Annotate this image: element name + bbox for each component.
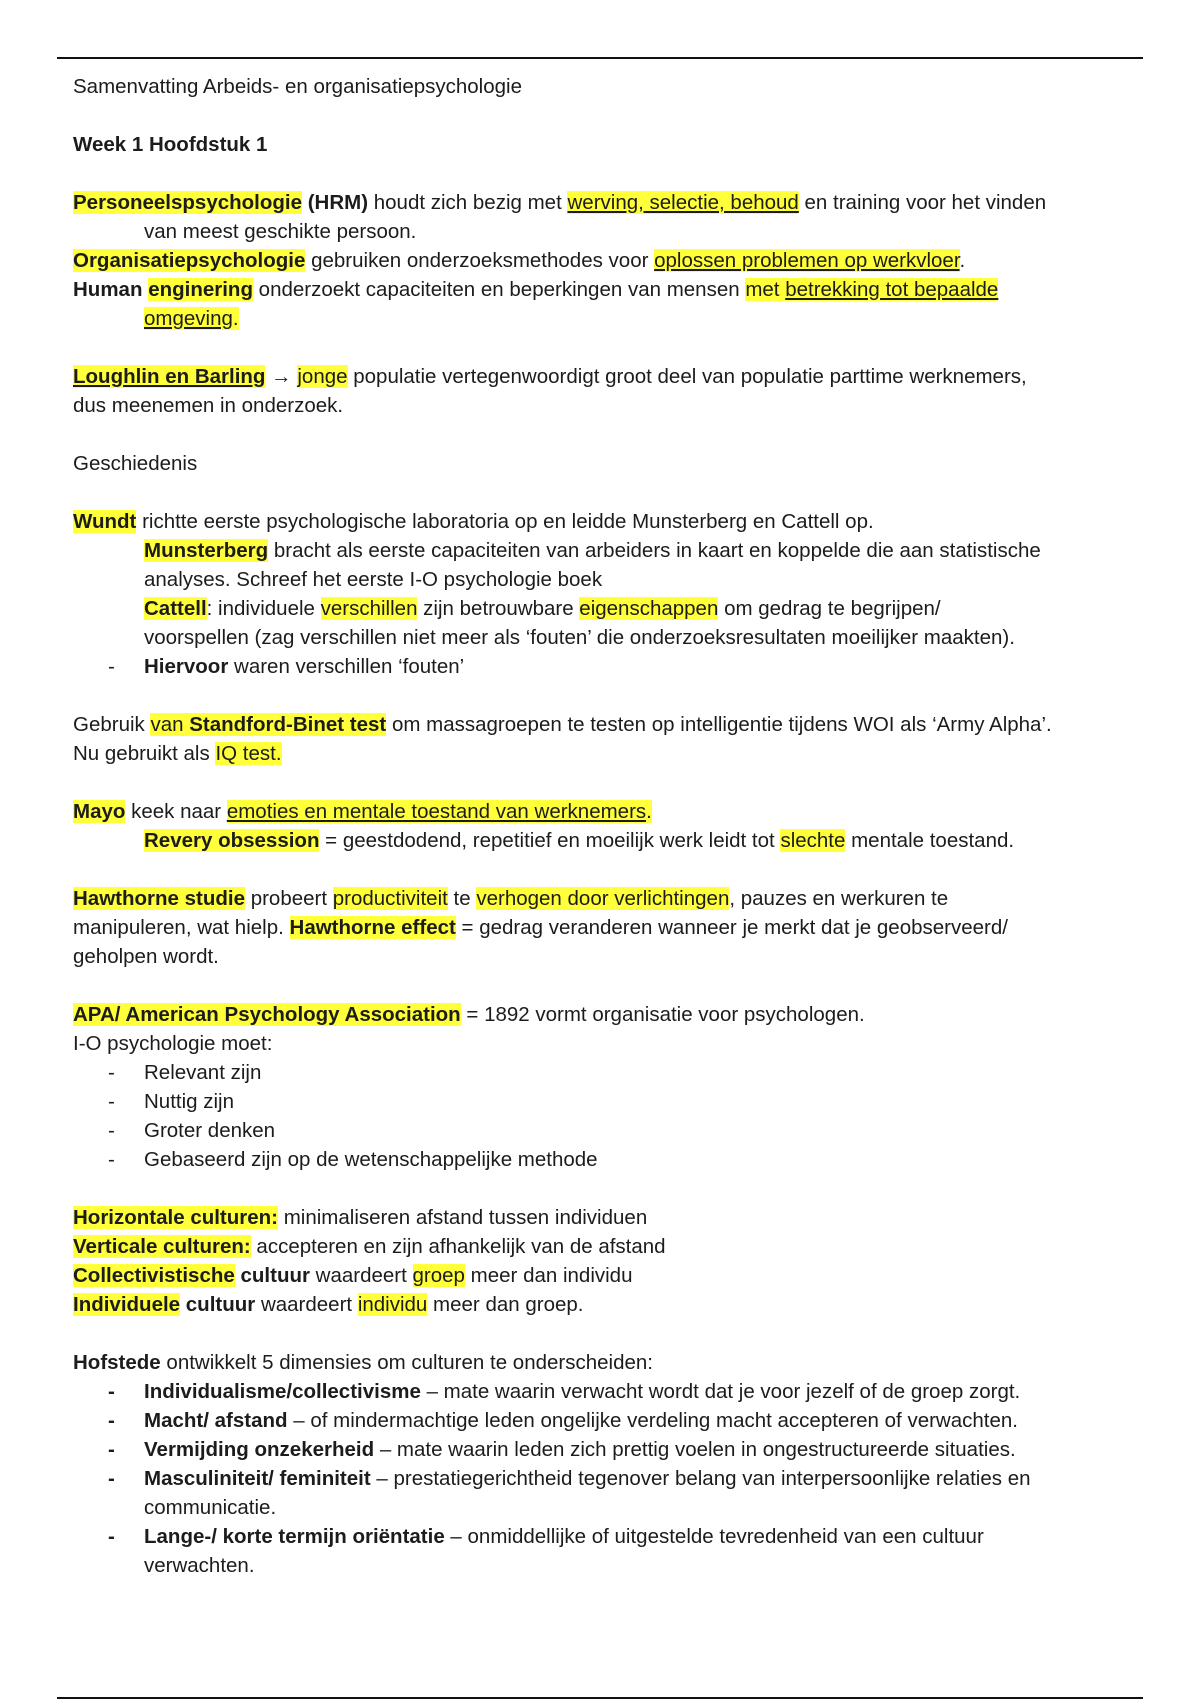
- term-munsterberg: Munsterberg: [144, 539, 269, 562]
- term-loughlin-barling: Loughlin en Barling: [73, 365, 266, 388]
- list-item: - Vermijding onzekerheid – mate waarin leden zich prettig voelen in ongestructureerde situaties.: [108, 1438, 1016, 1461]
- term-collectivistische: Collectivistische: [73, 1264, 235, 1287]
- history-paragraph: Wundt richtte eerste psychologische laboratoria op en leidde Munsterberg en Cattell op. Munsterberg bracht als eerste capaciteiten van arbeiders in kaart en koppelde die aan statistische analyses. Schreef het eerste I-O psychologie boek Cattell: individuele verschillen zijn betrouwbare eigenschappen om gedrag te begrijpen/ voorspellen (zag verschillen niet meer als ‘fouten’ die onderzoeksresultaten moeilijker maakten). - Hiervoor waren verschillen ‘fouten’: [73, 507, 1133, 681]
- term-hawthorne-studie: Hawthorne studie: [73, 887, 245, 910]
- list-item: - Lange-/ korte termijn oriëntatie – onmiddellijke of uitgestelde tevredenheid van een cultuur: [108, 1525, 984, 1548]
- top-rule: [57, 57, 1143, 59]
- term-horizontale-culturen: Horizontale culturen:: [73, 1206, 279, 1229]
- highlight-werving: werving, selectie, behoud: [567, 191, 799, 214]
- history-label: Geschiedenis: [73, 452, 198, 475]
- term-hofstede: Hofstede: [73, 1351, 161, 1374]
- term-verticale-culturen: Verticale culturen:: [73, 1235, 251, 1258]
- term-apa: APA/ American Psychology Association: [73, 1003, 461, 1026]
- highlight-oplossen: oplossen problemen op werkvloer: [654, 249, 960, 272]
- list-item: - Individualisme/collectivisme – mate waarin verwacht wordt dat je voor jezelf of de groep zorgt.: [108, 1380, 1021, 1403]
- stanford-paragraph: Gebruik van Standford-Binet test om massagroepen te testen op intelligentie tijdens WOI als ‘Army Alpha’. Nu gebruikt als IQ test.: [73, 713, 1052, 765]
- list-item: - Nuttig zijn: [108, 1090, 235, 1113]
- list-item: - Masculiniteit/ feminiteit – prestatiegerichtheid tegenover belang van interpersoonlijke relaties en: [108, 1467, 1031, 1490]
- apa-paragraph: APA/ American Psychology Association = 1892 vormt organisatie voor psychologen. I-O psychologie moet: - Relevant zijn - Nuttig zijn - Groter denken - Gebaseerd zijn op de wetenschappelijke methode: [73, 1000, 1133, 1174]
- list-item: - Gebaseerd zijn op de wetenschappelijke methode: [108, 1148, 598, 1171]
- term-mayo: Mayo: [73, 800, 126, 823]
- mayo-paragraph: Mayo keek naar emoties en mentale toestand van werknemers. Revery obsession = geestdodend, repetitief en moeilijk werk leidt tot slechte mentale toestand.: [73, 800, 1015, 852]
- bottom-rule: [57, 1697, 1143, 1699]
- term-stanford-binet: Standford-Binet test: [189, 713, 387, 736]
- hawthorne-paragraph: Hawthorne studie probeert productiviteit te verhogen door verlichtingen, pauzes en werkuren te manipuleren, wat hielp. Hawthorne effect = gedrag veranderen wanneer je merkt dat je geobserveerd/ geholpen wordt.: [73, 887, 1008, 968]
- term-hawthorne-effect: Hawthorne effect: [289, 916, 456, 939]
- term-personeelspsychologie: Personeelspsychologie: [73, 191, 303, 214]
- hofstede-paragraph: Hofstede ontwikkelt 5 dimensies om culturen te onderscheiden: - Individualisme/collectivisme – mate waarin verwacht wordt dat je voor jezelf of de groep zorgt. - Macht/ afstand – of mindermachtige leden ongelijke verdeling macht accepteren of verwachten. - Vermijding onzekerheid – mate waarin leden zich prettig voelen in ongestructureerde situaties. - Masculiniteit/ feminiteit – prestatiegerichtheid tegenover belang van interpersoonlijke relaties en communicatie. - Lange-/ korte termijn oriëntatie – onmiddellijke of uitgestelde tevredenheid van een cultuur verwachten.: [73, 1348, 1133, 1580]
- term-revery-obsession: Revery obsession: [144, 829, 320, 852]
- loughlin-paragraph: Loughlin en Barling → jonge populatie vertegenwoordigt groot deel van populatie parttime werknemers, dus meenemen in onderzoek.: [73, 365, 1027, 417]
- term-wundt: Wundt: [73, 510, 137, 533]
- list-item: - Hiervoor waren verschillen ‘fouten’: [108, 655, 465, 678]
- document-title: Samenvatting Arbeids- en organisatiepsychologie: [73, 75, 522, 98]
- definitions-paragraph: Personeelspsychologie (HRM) houdt zich bezig met werving, selectie, behoud en training voor het vinden van meest geschikte persoon. Organisatiepsychologie gebruiken onderzoeksmethodes voor oplossen problemen op werkvloer. Human enginering onderzoekt capaciteiten en beperkingen van mensen met betrekking tot bepaalde omgeving.: [73, 191, 1047, 330]
- term-human-engineering: enginering: [148, 278, 253, 301]
- list-item: - Groter denken: [108, 1119, 276, 1142]
- list-item: - Macht/ afstand – of mindermachtige leden ongelijke verdeling macht accepteren of verwachten.: [108, 1409, 1018, 1432]
- cultures-paragraph: Horizontale culturen: minimaliseren afstand tussen individuen Verticale culturen: accepteren en zijn afhankelijk van de afstand Collectivistische cultuur waardeert groep meer dan individu Individuele cultuur waardeert individu meer dan groep.: [73, 1206, 666, 1316]
- section-heading: Week 1 Hoofdstuk 1: [73, 133, 268, 156]
- term-individuele: Individuele: [73, 1293, 181, 1316]
- list-item: - Relevant zijn: [108, 1061, 262, 1084]
- term-cattell: Cattell: [144, 597, 207, 620]
- document-body: [73, 72, 1133, 1580]
- term-organisatiepsychologie: Organisatiepsychologie: [73, 249, 306, 272]
